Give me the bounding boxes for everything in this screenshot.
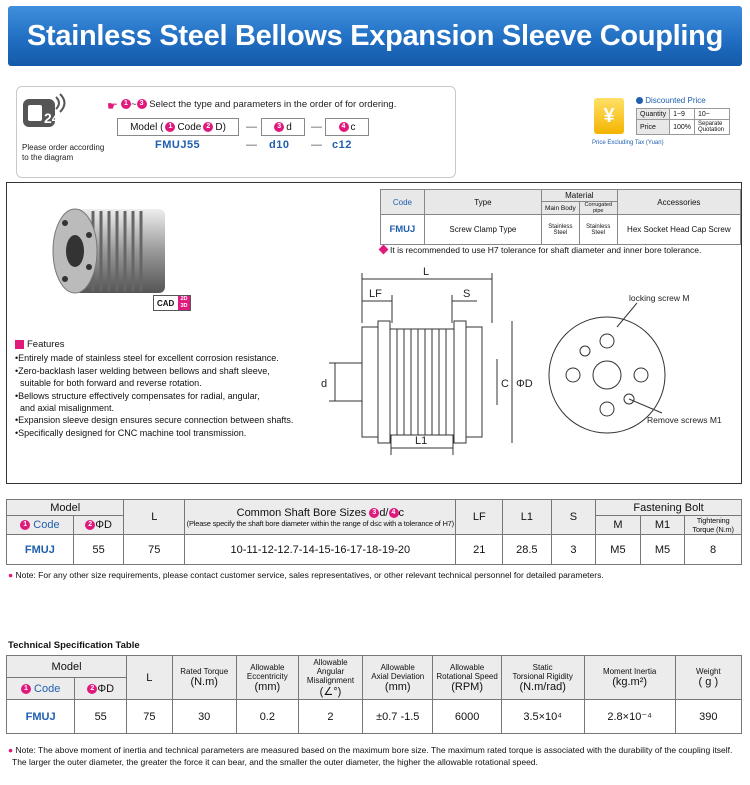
price-note: Price Excluding Tax (Yuan)	[592, 140, 664, 146]
dim-S: S	[463, 288, 471, 300]
price-table: Quantity 1~9 10~ Price 100% Separate Quotation	[636, 108, 730, 135]
dim-L: L	[423, 266, 430, 278]
note-size: ● Note: For any other size requirements, please contact customer service, sales representatives, or other relevant technical personnel for detailed parameters.	[8, 570, 604, 580]
dim-L1: L1	[415, 435, 428, 447]
tech-table-title: Technical Specification Table	[8, 640, 140, 651]
svg-text:24: 24	[44, 110, 60, 126]
dim-d: d	[321, 378, 328, 390]
tech-spec-table: Model L Rated Torque (N.m) Allowable Eccentricity (mm) Allowable Angular Misalignment (∠°) Allowable Axial Deviation (mm) Allowable Rotational Speed (RPM) Static Torsional Rigidity (N.m/rad) Moment Inertia (kg.m²) Weight ( g ) 1 Code 2 ΦD FMUJ 55 75 30 0.2 2 ±0.7 -1.5 6000 3.5×10⁴ 2.8×10⁻⁴ 390	[6, 655, 742, 734]
separator: —	[246, 121, 257, 133]
dim-LF: LF	[369, 288, 382, 300]
feature-item: and axial misalignment.	[20, 403, 115, 414]
dim-C: C	[501, 378, 509, 390]
feature-item: • Specifically designed for CNC machine tool transmission.	[15, 427, 293, 439]
order-note: Please order according to the diagram	[22, 143, 105, 162]
tolerance-note: It is recommended to use H7 tolerance for shaft diameter and inner bore tolerance.	[380, 245, 701, 255]
separator: —	[311, 121, 322, 133]
example-d: d10	[269, 139, 290, 151]
title-banner	[8, 6, 742, 66]
order-instruction: 1 ~ 3 Select the type and parameters in the order of for ordering.	[121, 99, 396, 110]
example-c: c12	[332, 139, 352, 151]
code-table: Code Type Material Accessories Main Body Corrugated pipe FMUJ Screw Clamp Type Stainless Steel Stainless Steel Hex Socket Head Cap Screw	[380, 189, 741, 245]
separator: —	[311, 139, 322, 151]
model-code-box: Model ( 1 Code 2 D)	[117, 118, 239, 136]
feature-item: • Bellows structure effectively compensates for radial, angular,	[15, 390, 293, 402]
phone-order-icon	[22, 93, 66, 129]
bore-d-box: 3 d	[261, 118, 305, 136]
label-locking-screw: locking screw M	[629, 293, 690, 303]
label-remove-screws: Remove screws M1	[647, 415, 722, 425]
feature-item: • Entirely made of stainless steel for excellent corrosion resistance.	[15, 352, 293, 364]
table-row: FMUJ 55 75 30 0.2 2 ±0.7 -1.5 6000 3.5×10⁴ 2.8×10⁻⁴ 390	[7, 700, 742, 734]
product-panel	[6, 182, 742, 484]
cad-badge[interactable]: CAD 2D 3D	[153, 295, 191, 311]
ordering-box	[16, 86, 456, 178]
dim-D: ΦD	[516, 378, 533, 390]
model-table: Model L Common Shaft Bore Sizes 3 d/ 4 c (Please specify the shaft bore diameter within the range of d≤c with a tolerance of H7) LF L1 S Fastening Bolt 1 Code 2 ΦD M M1 Tightening Torque (N.m) FMUJ 55 75 10-11-12-12.7-14-15-16-17-18-19-20 21 28.5 3 M5 M5 8	[6, 499, 742, 565]
feature-item: • Zero-backlash laser welding between bellows and shaft sleeve,	[15, 365, 293, 377]
yen-icon: ¥	[594, 98, 624, 134]
example-model: FMUJ55	[155, 139, 201, 151]
technical-drawing	[307, 263, 737, 473]
discount-title: Discounted Price	[636, 96, 706, 105]
feature-item: suitable for both forward and reverse rotation.	[20, 378, 202, 389]
price-box	[592, 94, 730, 154]
page-title: Stainless Steel Bellows Expansion Sleeve Coupling	[26, 19, 723, 52]
separator: —	[246, 139, 257, 151]
coupling-photo	[35, 195, 175, 307]
features-list: Features • Entirely made of stainless steel for excellent corrosion resistance. • Zero-backlash laser welding between bellows and shaft sleeve, suitable for both forward and reverse rotation. • Bellows structure effectively compensates for radial, angular, and axial misalignment. • Expansion sleeve design ensures secure connection between shafts. • Specifically designed for CNC machine tool transmission.	[15, 339, 293, 439]
feature-item: • Expansion sleeve design ensures secure connection between shafts.	[15, 414, 293, 426]
note-technical: ● Note: The above moment of inertia and technical parameters are measured based on the maximum bore size. The maximum rated torque is associated with the durability of the coupling itself. The larger the outer diameter, the greater the force it can bear, and the smaller the outer diameter, the higher the allowable rotational speed.	[8, 745, 733, 767]
pointing-hand-icon: ☛	[107, 99, 118, 113]
bore-c-box: 4 c	[325, 118, 369, 136]
table-row: FMUJ 55 75 10-11-12-12.7-14-15-16-17-18-19-20 21 28.5 3 M5 M5 8	[7, 535, 742, 565]
